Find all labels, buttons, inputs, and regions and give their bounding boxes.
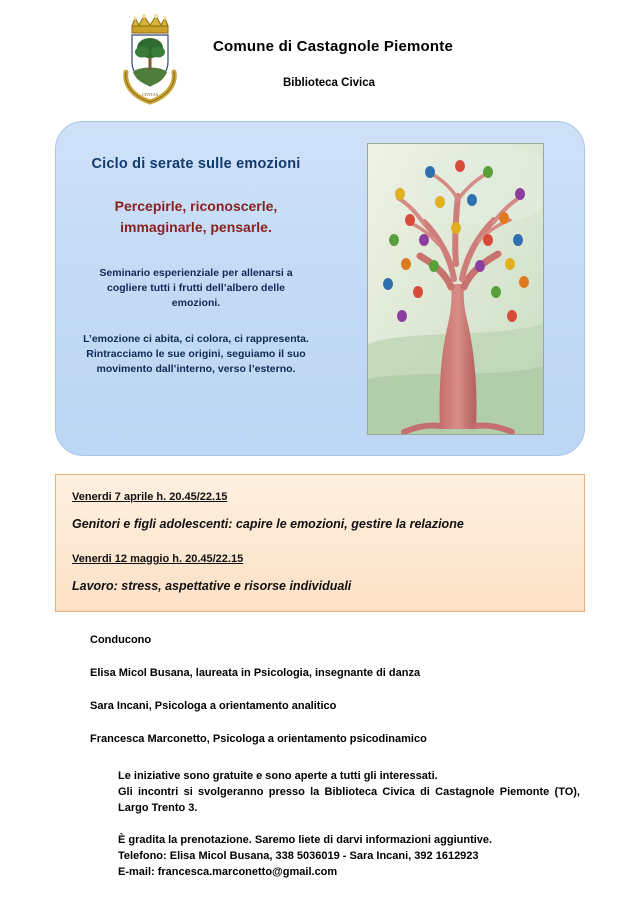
subtitle-biblioteca: Biblioteca Civica <box>283 77 376 89</box>
presenters-section <box>0 634 640 745</box>
presenters-list <box>90 667 640 745</box>
coat-of-arms-icon <box>95 10 205 106</box>
info-line-phone: Telefono: Elisa Micol Busana, 338 5036019 - Sara Incani, 392 1612923 <box>118 849 479 862</box>
seminar-description: Seminario esperienziale per allenarsi a cogliere tutti i frutti dell’albero delle emozioni. <box>99 267 293 310</box>
event-row <box>72 491 568 531</box>
info-section <box>118 769 580 881</box>
series-subtitle-line1: Percepirle, riconoscerle, <box>114 198 278 214</box>
event-title: Genitori e figli adolescenti: capire le emozioni, gestire la relazione <box>72 517 464 531</box>
event-title: Lavoro: stress, aspettative e risorse individuali <box>72 579 352 593</box>
document-header <box>0 0 640 105</box>
page-title: Comune di Castagnole Piemonte <box>213 38 453 55</box>
events-box <box>55 474 585 612</box>
series-title: Ciclo di serate sulle emozioni <box>91 156 301 172</box>
info-line-venue: Gli incontri si svolgeranno presso la Biblioteca Civica di Castagnole Piemonte (TO), Largo Trento 3. <box>118 785 580 814</box>
list-item: Francesca Marconetto, Psicologa a orientamento psicodinamico <box>90 733 427 745</box>
event-date: Venerdi 7 aprile h. 20.45/22.15 <box>72 491 228 503</box>
tree-painting-image <box>367 143 544 435</box>
event-row <box>72 553 568 593</box>
emotion-description: L’emozione ci abita, ci colora, ci rappresenta. Rintracciamo le sue origini, seguiamo il suo movimento dall’interno, verso l’esterno. <box>83 332 309 376</box>
svg-text:CIVITAS: CIVITAS <box>141 92 159 97</box>
presenters-heading: Conducono <box>90 634 152 646</box>
artwork-column <box>336 122 584 455</box>
info-line-email: E-mail: francesca.marconetto@gmail.com <box>118 865 338 878</box>
series-subtitle <box>70 196 322 238</box>
list-item: Sara Incani, Psicologa a orientamento analitico <box>90 700 337 712</box>
event-date: Venerdi 12 maggio h. 20.45/22.15 <box>72 553 244 565</box>
list-item: Elisa Micol Busana, laureata in Psicologia, insegnante di danza <box>90 667 421 679</box>
info-line-free: Le iniziative sono gratuite e sono aperte a tutti gli interessati. <box>118 770 438 782</box>
booking-section <box>118 833 580 881</box>
intro-panel <box>55 121 585 456</box>
intro-text-column <box>56 122 336 455</box>
info-line-booking: È gradita la prenotazione. Saremo liete di darvi informazioni aggiuntive. <box>118 833 493 846</box>
series-subtitle-line2: immaginarle, pensarle. <box>120 219 272 235</box>
